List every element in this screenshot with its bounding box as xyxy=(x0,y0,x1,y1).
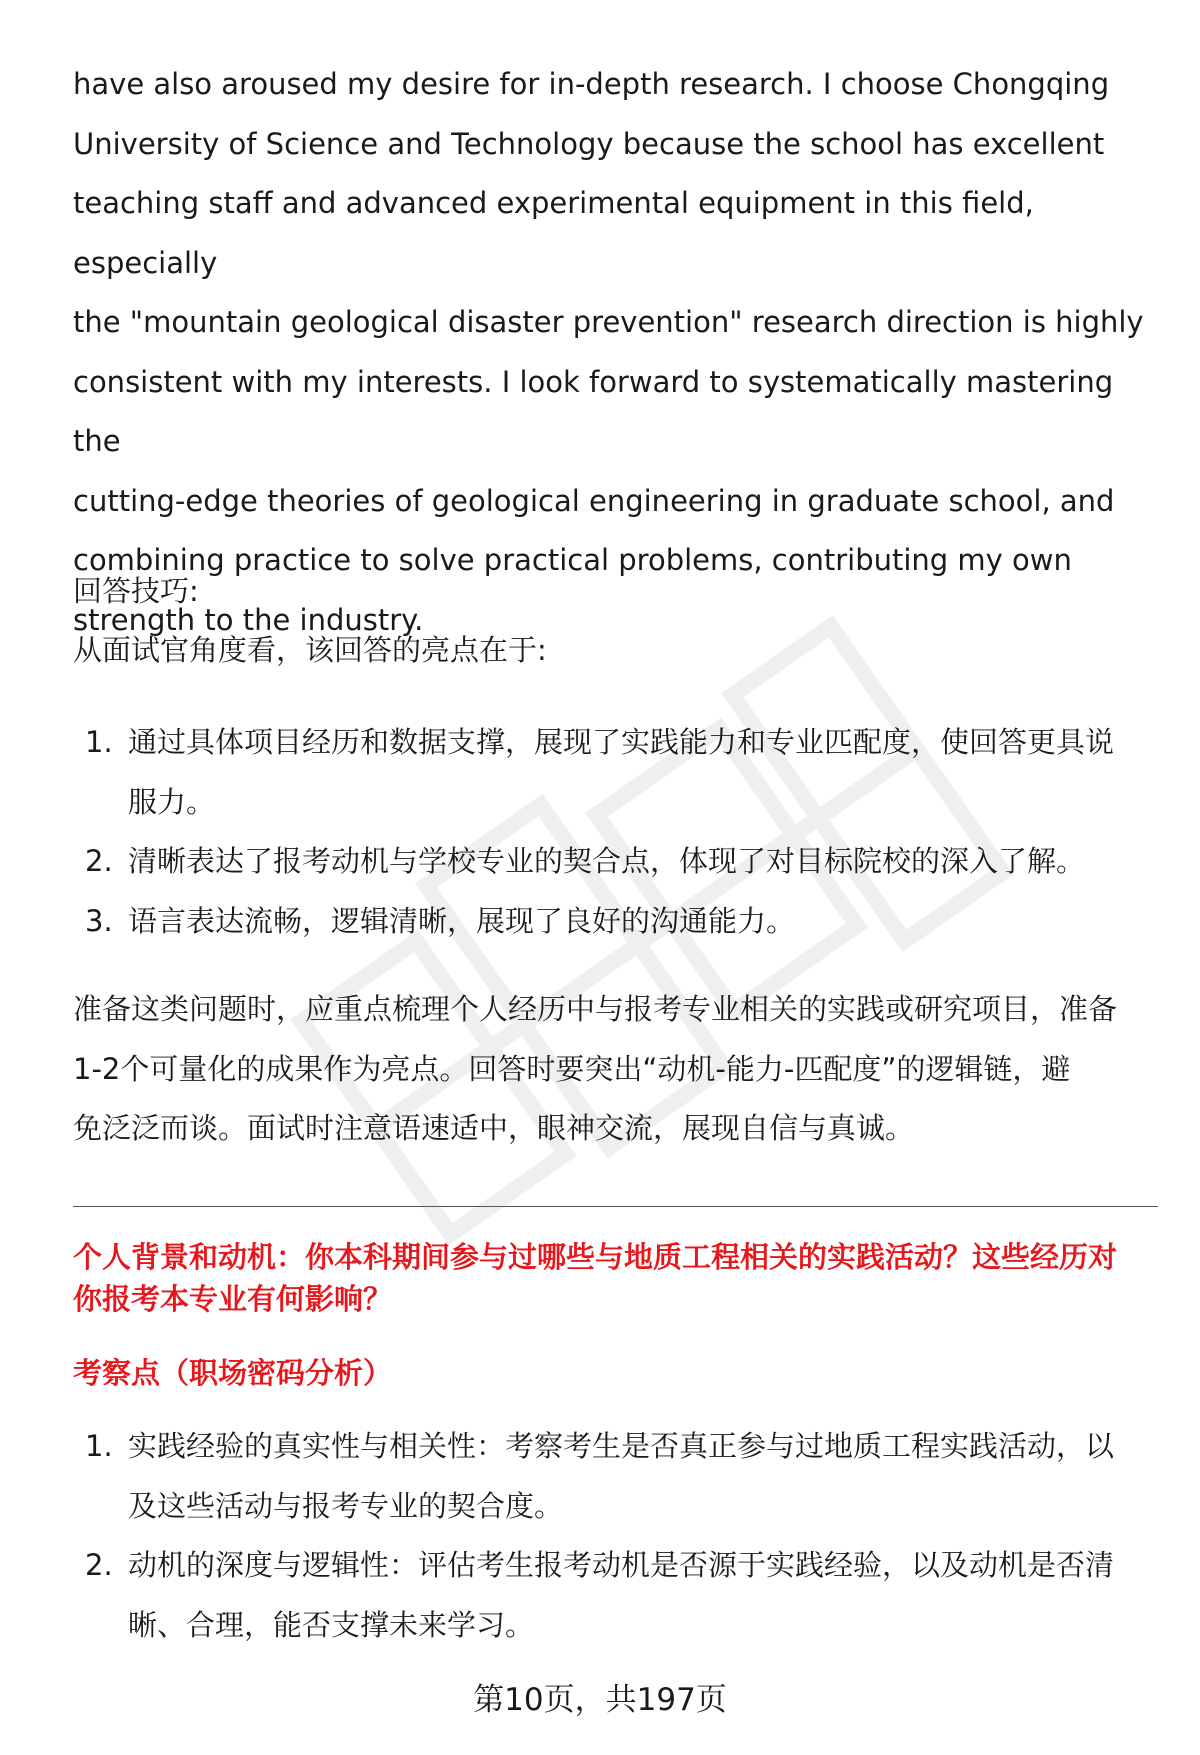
list-item: 2. 清晰表达了报考动机与学校专业的契合点，体现了对目标院校的深入了解。 xyxy=(85,844,1086,878)
list-item: 1. 通过具体项目经历和数据支撑，展现了实践能力和专业匹配度，使回答更具说 服力。 xyxy=(85,725,1115,819)
intro-line: strength to the industry. xyxy=(73,602,424,637)
intro-line: cutting-edge theories of geological engineering in graduate school, and xyxy=(73,483,1115,518)
assessment-points-list xyxy=(73,1417,1158,1655)
tips-intro: 从面试官角度看，该回答的亮点在于: xyxy=(73,633,547,667)
page-number: 第10页，共197页 xyxy=(473,1682,727,1718)
question-heading: 个人背景和动机：你本科期间参与过哪些与地质工程相关的实践活动？这些经历对 你报考本专业有何影响？ xyxy=(73,1240,1118,1316)
section-divider xyxy=(73,1206,1158,1207)
intro-line: have also aroused my desire for in-depth research. I choose Chongqing xyxy=(73,67,1110,101)
intro-line: University of Science and Technology because the school has excellent xyxy=(73,126,1105,161)
intro-line: consistent with my interests. I look forward to systematically mastering the xyxy=(73,364,1114,458)
intro-line: combining practice to solve practical problems, contributing my own xyxy=(73,543,1072,577)
intro-paragraph xyxy=(73,55,1158,650)
advice-paragraph: 准备这类问题时，应重点梳理个人经历中与报考专业相关的实践或研究项目，准备 1-2个可量化的成果作为亮点。回答时要突出“动机-能力-匹配度”的逻辑链，避 免泛泛而谈。面试时注意语速适中，眼神交流，展现自信与真诚。 xyxy=(73,992,1118,1145)
assessment-points-title: 考察点（职场密码分析） xyxy=(73,1356,393,1390)
intro-line: the "mountain geological disaster prevention" research direction is highly xyxy=(73,305,1144,339)
list-item: 1. 实践经验的真实性与相关性：考察考生是否真正参与过地质工程实践活动，以 及这些活动与报考专业的契合度。 xyxy=(85,1429,1115,1523)
list-item: 3. 语言表达流畅，逻辑清晰，展现了良好的沟通能力。 xyxy=(85,903,796,938)
intro-line: teaching staff and advanced experimental equipment in this field, especially xyxy=(73,186,1034,280)
highlights-list xyxy=(73,713,1158,951)
list-item: 2. 动机的深度与逻辑性：评估考生报考动机是否源于实践经验，以及动机是否清 晰、合理，能否支撑未来学习。 xyxy=(85,1548,1115,1642)
tips-label: 回答技巧: xyxy=(73,574,199,608)
